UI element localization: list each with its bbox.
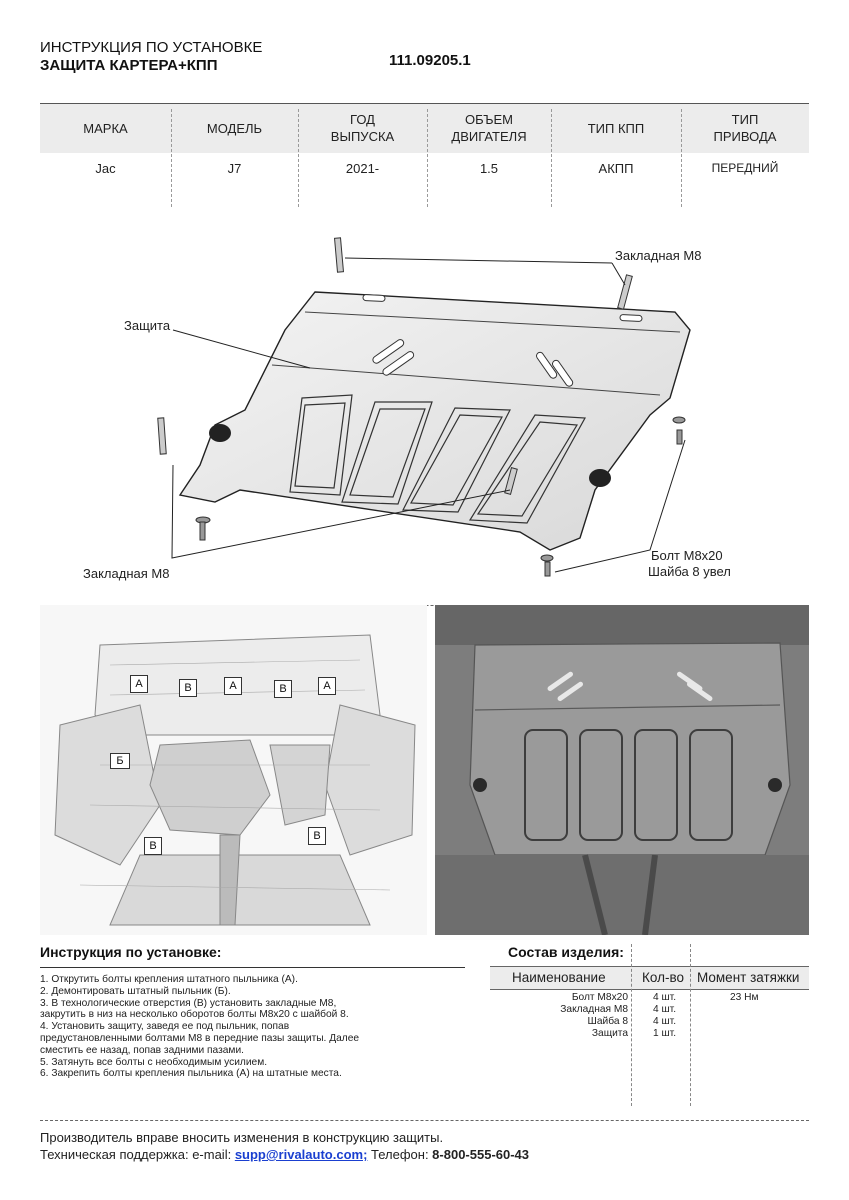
row-qty: 1 шт. bbox=[653, 1028, 677, 1039]
step-line: 3. В технологические отверстия (В) установить закладные М8, bbox=[40, 997, 337, 1009]
label-shaiba: Шайба 8 увел bbox=[648, 564, 731, 579]
header-qty: Кол-во bbox=[642, 970, 684, 985]
spec-value: J7 bbox=[227, 161, 242, 176]
label-bolt: Болт М8х20 bbox=[651, 548, 723, 563]
marker-v: В bbox=[274, 680, 292, 698]
step-line: 2. Демонтировать штатный пыльник (Б). bbox=[40, 985, 231, 997]
installed-plate-photo bbox=[435, 605, 809, 935]
table-row bbox=[490, 1016, 809, 1028]
row-qty: 4 шт. bbox=[653, 1016, 677, 1027]
support-email-link[interactable]: supp@rivalauto.com; bbox=[234, 1147, 368, 1162]
support-prefix: Техническая поддержка: e-mail: bbox=[40, 1147, 235, 1162]
step-line: закрутить в низ на несколько оборотов болты М8х20 с шайбой 8. bbox=[40, 1009, 349, 1021]
marker-v: В bbox=[179, 679, 197, 697]
spec-col-drive bbox=[681, 103, 809, 207]
row-name: Болт М8х20 bbox=[571, 992, 628, 1003]
spec-value: Jac bbox=[95, 161, 116, 176]
header-torque: Момент затяжки bbox=[697, 970, 800, 985]
marker-v: В bbox=[144, 837, 162, 855]
label-zakladnaya-top: Закладная М8 bbox=[615, 248, 702, 263]
row-torque: 23 Нм bbox=[730, 992, 759, 1003]
table-row bbox=[490, 1004, 809, 1016]
table-row bbox=[490, 992, 809, 1004]
vehicle-spec-table bbox=[40, 103, 809, 207]
spec-header: ТИП ПРИВОДА bbox=[713, 112, 777, 144]
product-title: ЗАЩИТА КАРТЕРА+КПП bbox=[40, 57, 218, 74]
instructions-underline bbox=[40, 967, 465, 968]
composition-header bbox=[490, 966, 809, 990]
row-name: Закладная М8 bbox=[560, 1004, 628, 1015]
table-row bbox=[490, 1028, 809, 1040]
marker-b: Б bbox=[110, 753, 130, 769]
disclaimer: Производитель вправе вносить изменения в конструкцию защиты. bbox=[40, 1130, 444, 1145]
document-number: 111.09205.1 bbox=[389, 52, 471, 69]
spec-col-gearbox bbox=[551, 103, 681, 207]
spec-value: АКПП bbox=[598, 161, 634, 176]
support-line bbox=[40, 1147, 529, 1162]
spec-value: 1.5 bbox=[479, 161, 499, 176]
skid-plate-exploded-diagram bbox=[40, 220, 810, 600]
spec-header: ТИП КПП bbox=[587, 121, 645, 136]
document-title: ИНСТРУКЦИЯ ПО УСТАНОВКЕ bbox=[40, 39, 263, 56]
composition-table bbox=[490, 966, 809, 1106]
footer-divider bbox=[40, 1120, 809, 1121]
step-line: 1. Открутить болты крепления штатного пыльника (А). bbox=[40, 974, 298, 985]
spec-header: ГОД ВЫПУСКА bbox=[330, 112, 395, 144]
support-phone: 8-800-555-60-43 bbox=[432, 1147, 530, 1162]
step-line: 5. Затянуть все болты с необходимым усилием. bbox=[40, 1056, 268, 1068]
spec-col-model bbox=[171, 103, 298, 207]
step-line: 4. Установить защиту, заведя ее под пыльник, попав bbox=[40, 1021, 290, 1033]
step-line: 6. Закрепить болты крепления пыльника (А) на штатные места. bbox=[40, 1068, 342, 1080]
marker-v: В bbox=[308, 827, 326, 845]
row-name: Шайба 8 bbox=[587, 1016, 628, 1027]
header-name: Наименование bbox=[512, 970, 606, 985]
spec-header: МАРКА bbox=[83, 121, 128, 136]
label-zashchita: Защита bbox=[124, 318, 171, 333]
instructions-title: Инструкция по установке: bbox=[40, 944, 222, 960]
row-qty: 4 шт. bbox=[653, 992, 677, 1003]
marker-a: А bbox=[130, 675, 148, 693]
composition-title: Состав изделия: bbox=[508, 944, 624, 960]
step-line: сместить ее назад, попав задними пазами. bbox=[40, 1044, 244, 1056]
spec-value: ПЕРЕДНИЙ bbox=[711, 161, 779, 175]
spec-col-brand bbox=[40, 103, 171, 207]
original-undercarriage-illustration bbox=[40, 605, 427, 935]
spec-col-year bbox=[298, 103, 427, 207]
marker-a: А bbox=[318, 677, 336, 695]
phone-prefix: Телефон: bbox=[367, 1147, 433, 1162]
spec-header: ОБЪЕМ ДВИГАТЕЛЯ bbox=[451, 112, 527, 144]
spec-header: МОДЕЛЬ bbox=[206, 121, 263, 136]
label-zakladnaya-bottom: Закладная М8 bbox=[83, 566, 170, 581]
spec-col-engine bbox=[427, 103, 551, 207]
marker-a: А bbox=[224, 677, 242, 695]
step-line: предустановленными болтами М8 в передние пазы защиты. Далее bbox=[40, 1032, 360, 1044]
instructions-steps bbox=[40, 974, 465, 1080]
row-name: Защита bbox=[591, 1028, 628, 1039]
spec-value: 2021- bbox=[345, 161, 380, 176]
row-qty: 4 шт. bbox=[653, 1004, 677, 1015]
